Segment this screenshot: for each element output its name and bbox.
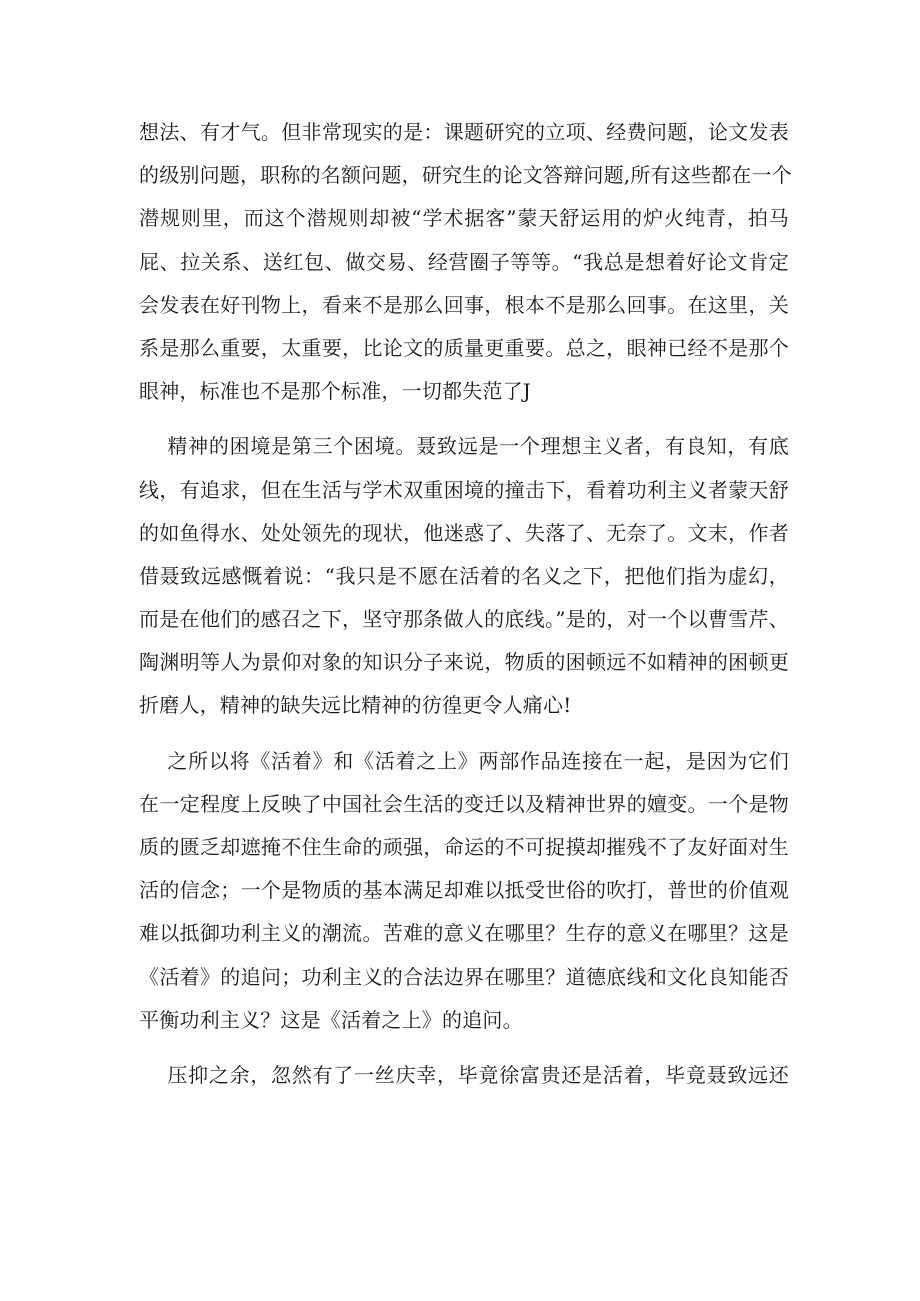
paragraph-spacer [139,728,789,740]
text-line: 精神的困境是第三个困境。聂致远是一个理想主义者，有良知，有底 [139,434,789,459]
text-line: 折磨人，精神的缺失远比精神的彷徨更令人痛心! [139,693,572,718]
text-line: 压抑之余，忽然有了一丝庆幸，毕竟徐富贵还是活着，毕竟聂致远还 [139,1062,789,1087]
text-line: 难以抵御功利主义的潮流。苦难的意义在哪里？生存的意义在哪里？这是 [139,921,789,946]
paragraph-spacer [139,413,789,425]
text-line: 在一定程度上反映了中国社会生活的变迁以及精神世界的嬗变。一个是物 [139,791,789,816]
text-line: 眼神，标准也不是那个标准，一切都失范了J [139,379,532,404]
article-body [139,111,792,1097]
text-line: 而是在他们的感召之下，坚守那条做人的底线。”是的，对一个以曹雪芹、 [139,607,789,632]
text-line: 屁、拉关系、送红包、做交易、经营圈子等等。“我总是想着好论文肯定 [139,249,789,274]
text-line: 会发表在好刊物上，看来不是那么回事，根本不是那么回事。在这里，关 [139,292,789,317]
paragraph-3 [139,740,789,1042]
text-line: 借聂致远感慨着说：“我只是不愿在活着的名义之下，把他们指为虚幻， [139,563,789,588]
text-line: 线，有追求，但在生活与学术双重困境的撞击下，看着功利主义者蒙天舒 [139,477,789,502]
text-line: 之所以将《活着》和《活着之上》两部作品连接在一起，是因为它们 [139,748,789,773]
text-line: 的级别问题，职称的名额问题，研究生的论文答辩问题,所有这些都在一个 [139,163,792,188]
text-line: 想法、有才气。但非常现实的是：课题研究的立项、经费问题，论文发表 [139,120,789,144]
text-line: 系是那么重要，太重要，比论文的质量更重要。总之，眼神已经不是那个 [139,335,789,360]
text-line: 平衡功利主义？这是《活着之上》的追问。 [139,1007,523,1032]
text-line: 陶渊明等人为景仰对象的知识分子来说，物质的困顿远不如精神的困顿更 [139,650,789,675]
paragraph-2 [139,425,789,727]
text-line: 的如鱼得水、处处领先的现状，他迷惑了、失落了、无奈了。文末，作者 [139,520,789,545]
text-line: 《活着》的追问；功利主义的合法边界在哪里？道德底线和文化良知能否 [139,964,789,989]
paragraph-4 [139,1054,789,1097]
paragraph-spacer [139,1042,789,1054]
paragraph-1 [139,111,792,413]
text-line: 潜规则里，而这个潜规则却被“学术据客”蒙天舒运用的炉火纯青，拍马 [139,206,789,231]
text-line: 活的信念；一个是物质的基本满足却难以抵受世俗的吹打，普世的价值观 [139,878,789,903]
text-line: 质的匮乏却遮掩不住生命的顽强，命运的不可捉摸却摧残不了友好面对生 [139,835,789,859]
